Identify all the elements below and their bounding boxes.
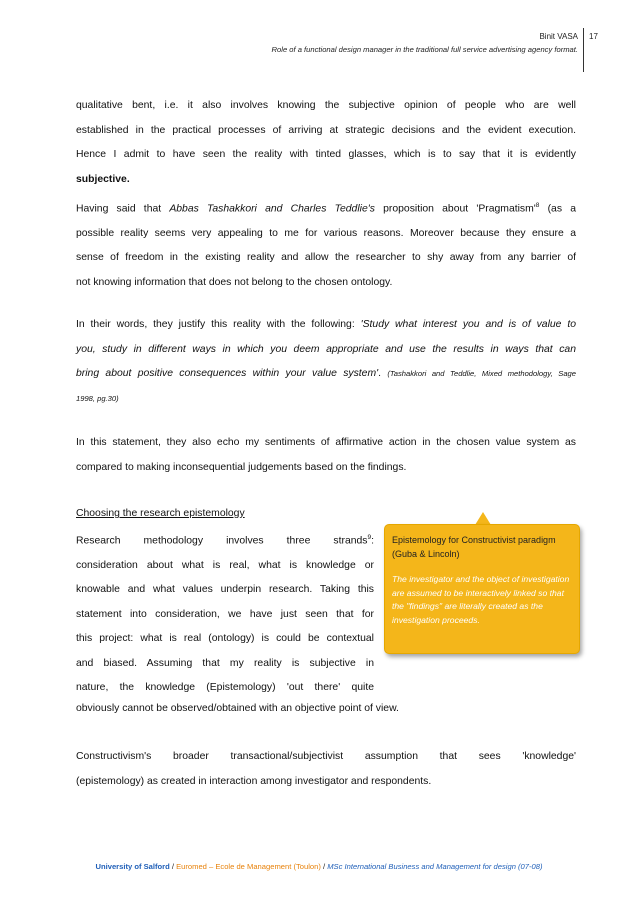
paragraph-constructivism bbox=[76, 745, 576, 794]
quote-text: 'Study what interest you and is of value to bbox=[360, 319, 576, 330]
header-divider bbox=[583, 28, 584, 72]
footer-separator: / bbox=[169, 862, 177, 871]
paragraph-pragmatism bbox=[76, 194, 576, 295]
text-line: nature, the knowledge (Epistemology) 'out there' quite bbox=[76, 682, 374, 694]
text-line: possible reality seems very appealing to me for various reasons. Moreover because they ensure a bbox=[76, 227, 576, 239]
authors-name: Abbas Tashakkori and Charles Teddlie's bbox=[169, 203, 375, 215]
paragraph-affirmative-action bbox=[76, 431, 576, 480]
footer-program: MSc International Business and Management for design (07-08) bbox=[327, 862, 543, 871]
callout-box bbox=[384, 524, 580, 654]
text-line: and biased. Assuming that my reality is subjective in bbox=[76, 657, 374, 669]
text-line: this project: what is real (ontology) is could be contextual bbox=[76, 633, 374, 645]
text-line: qualitative bent, i.e. it also involves knowing the subjective opinion of people who are well bbox=[76, 100, 576, 111]
citation: 1998, pg.30) bbox=[76, 393, 119, 403]
paragraph-quote bbox=[76, 313, 576, 411]
text-line: statement into consideration, we have just seen that for bbox=[76, 608, 374, 620]
text-line: (epistemology) as created in interaction among investigator and respondents. bbox=[76, 775, 432, 787]
footer-separator: / bbox=[320, 862, 328, 871]
page-number: 17 bbox=[589, 32, 598, 41]
text-line: consideration about what is real, what is knowledge or bbox=[76, 559, 374, 571]
paragraph-reality-subjective bbox=[76, 94, 576, 192]
text-line: not knowing information that does not belong to the chosen ontology. bbox=[76, 276, 393, 288]
footer-school: Euromed – Ecole de Management (Toulon) bbox=[176, 862, 321, 871]
paragraph-epistemology bbox=[76, 526, 374, 701]
callout-title: Epistemology for Constructivist paradigm (Guba & Lincoln) bbox=[392, 535, 556, 559]
text-line: obviously cannot be observed/obtained with an objective point of view. bbox=[76, 703, 399, 714]
text-line: bring about positive consequences within your value system'. (Tashakkori and Teddlie, Mixed methodology, Sage bbox=[76, 368, 576, 379]
citation: (Tashakkori and Teddlie, Mixed methodology, Sage bbox=[387, 369, 576, 378]
text-line: compared to making inconsequential judgements based on the findings. bbox=[76, 461, 407, 473]
bold-word-subjective: subjective. bbox=[76, 173, 130, 185]
callout-body: The investigator and the object of investigation are assumed to be interactively linked so that the "findings" are literally created as the investigation proceeds. bbox=[392, 574, 570, 625]
header-document-title: Role of a functional design manager in the traditional full service advertising agency format. bbox=[271, 45, 578, 54]
footer-university: University of Salford bbox=[95, 862, 170, 871]
text-line: Having said that Abbas Tashakkori and Charles Teddlie's proposition about '$Pragmatism'^8$ (as a bbox=[76, 202, 576, 215]
text-line: knowable and what values underpin research. Taking this bbox=[76, 584, 374, 596]
quote-text: you, study in different ways in which you deem appropriate and use the results in ways that can bbox=[76, 343, 576, 355]
text-line: Constructivism's broader transactional/subjectivist assumption that sees 'knowledge' bbox=[76, 751, 576, 762]
header-author: Binit VASA bbox=[539, 32, 578, 41]
text-line: Hence I admit to have seen the reality with tinted glasses, which is to say that it is evidently bbox=[76, 149, 576, 160]
text-line: Research methodology involves three strands$^9$: bbox=[76, 534, 374, 547]
text-line: established in the practical processes of arriving at strategic decisions and the evident execution. bbox=[76, 124, 576, 136]
section-heading: Choosing the research epistemology bbox=[76, 508, 245, 519]
text-line: sense of freedom in the existing reality and allow the researcher to shy away from any barrier of bbox=[76, 252, 576, 264]
footnote-ref-9[interactable]: 9 bbox=[367, 534, 372, 541]
footnote-ref-8[interactable]: 8 bbox=[535, 202, 540, 209]
page-footer bbox=[0, 862, 638, 871]
text-line: In their words, they justify this reality with the following: 'Study what interest you and is of value to bbox=[76, 319, 576, 330]
text-line: In this statement, they also echo my sentiments of affirmative action in the chosen value system as bbox=[76, 437, 576, 448]
